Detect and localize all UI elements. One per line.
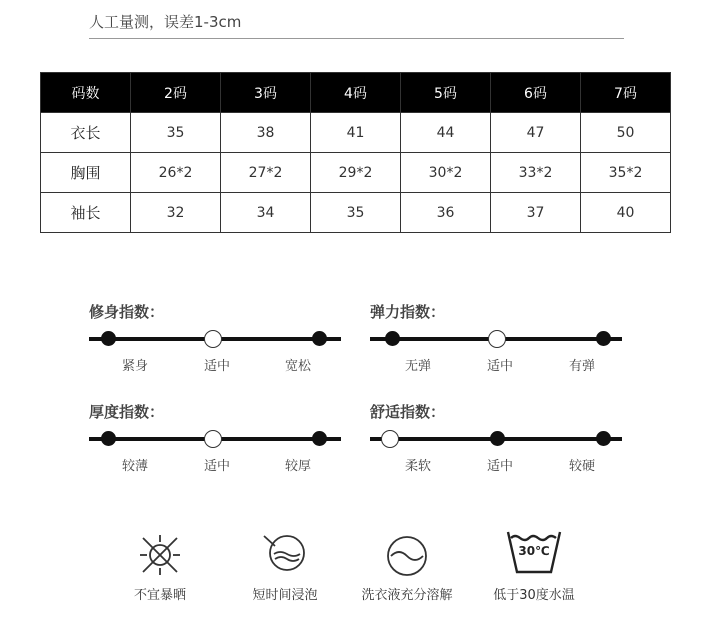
care-label: 洗衣液充分溶解 bbox=[361, 588, 453, 603]
wash-temperature: 30℃ bbox=[518, 544, 550, 558]
table-cell: 44 bbox=[401, 113, 491, 153]
size-table bbox=[40, 72, 671, 233]
care-item-wash-30 bbox=[486, 522, 582, 603]
index-title: 舒适指数： bbox=[370, 403, 446, 421]
table-row-label: 衣长 bbox=[41, 113, 131, 153]
index-marker bbox=[204, 430, 222, 448]
measurement-note: 人工量测，误差1-3cm bbox=[89, 13, 242, 31]
divider bbox=[89, 38, 624, 39]
short-soak-icon bbox=[261, 532, 309, 578]
index-marker bbox=[490, 431, 505, 446]
index-marker bbox=[488, 330, 506, 348]
table-cell: 27*2 bbox=[221, 153, 311, 193]
index-marker bbox=[596, 431, 611, 446]
index-label: 宽松 bbox=[284, 359, 312, 374]
index-title: 修身指数： bbox=[89, 303, 165, 321]
care-item-no-sun bbox=[120, 522, 200, 603]
table-cell: 37 bbox=[491, 193, 581, 233]
index-title: 厚度指数： bbox=[89, 403, 165, 421]
table-cell: 38 bbox=[221, 113, 311, 153]
table-cell: 36 bbox=[401, 193, 491, 233]
index-label: 适中 bbox=[486, 459, 514, 474]
index-label: 有弹 bbox=[568, 359, 596, 374]
table-row bbox=[41, 153, 671, 193]
table-cell: 30*2 bbox=[401, 153, 491, 193]
fit-index bbox=[89, 301, 349, 374]
comfort-index bbox=[370, 401, 630, 474]
table-row-label: 胸围 bbox=[41, 153, 131, 193]
index-marker bbox=[312, 431, 327, 446]
table-cell: 50 bbox=[581, 113, 671, 153]
index-title: 弹力指数： bbox=[370, 303, 446, 321]
no-sun-icon bbox=[137, 532, 183, 578]
table-cell: 34 bbox=[221, 193, 311, 233]
table-header-cell: 4码 bbox=[311, 73, 401, 113]
table-row bbox=[41, 113, 671, 153]
index-label: 无弹 bbox=[404, 359, 432, 374]
stretch-index bbox=[370, 301, 630, 374]
table-header-cell: 6码 bbox=[491, 73, 581, 113]
detergent-icon bbox=[385, 534, 429, 578]
index-marker bbox=[381, 430, 399, 448]
care-label: 不宜暴晒 bbox=[133, 588, 186, 603]
index-label: 适中 bbox=[203, 459, 231, 474]
index-label: 适中 bbox=[486, 359, 514, 374]
table-cell: 33*2 bbox=[491, 153, 581, 193]
index-marker bbox=[101, 431, 116, 446]
table-header-cell: 2码 bbox=[131, 73, 221, 113]
index-label: 紧身 bbox=[121, 359, 149, 374]
table-header-cell: 3码 bbox=[221, 73, 311, 113]
care-label: 短时间浸泡 bbox=[252, 588, 318, 603]
table-cell: 29*2 bbox=[311, 153, 401, 193]
table-cell: 32 bbox=[131, 193, 221, 233]
thickness-index bbox=[89, 401, 349, 474]
table-row bbox=[41, 193, 671, 233]
index-marker bbox=[385, 331, 400, 346]
table-cell: 41 bbox=[311, 113, 401, 153]
index-marker bbox=[204, 330, 222, 348]
index-label: 较硬 bbox=[568, 459, 596, 474]
index-marker bbox=[312, 331, 327, 346]
care-item-detergent bbox=[355, 522, 459, 603]
table-header-cell: 5码 bbox=[401, 73, 491, 113]
table-cell: 40 bbox=[581, 193, 671, 233]
table-cell: 35 bbox=[131, 113, 221, 153]
table-header-cell: 码数 bbox=[41, 73, 131, 113]
table-cell: 35*2 bbox=[581, 153, 671, 193]
table-cell: 35 bbox=[311, 193, 401, 233]
index-label: 适中 bbox=[203, 359, 231, 374]
care-label: 低于30度水温 bbox=[493, 588, 575, 603]
care-item-short-soak bbox=[240, 522, 330, 603]
table-cell: 26*2 bbox=[131, 153, 221, 193]
index-marker bbox=[101, 331, 116, 346]
index-label: 较厚 bbox=[284, 459, 312, 474]
table-header-row bbox=[41, 73, 671, 113]
table-row-label: 袖长 bbox=[41, 193, 131, 233]
index-label: 较薄 bbox=[121, 459, 149, 474]
table-header-cell: 7码 bbox=[581, 73, 671, 113]
index-label: 柔软 bbox=[404, 459, 432, 474]
index-marker bbox=[596, 331, 611, 346]
table-cell: 47 bbox=[491, 113, 581, 153]
